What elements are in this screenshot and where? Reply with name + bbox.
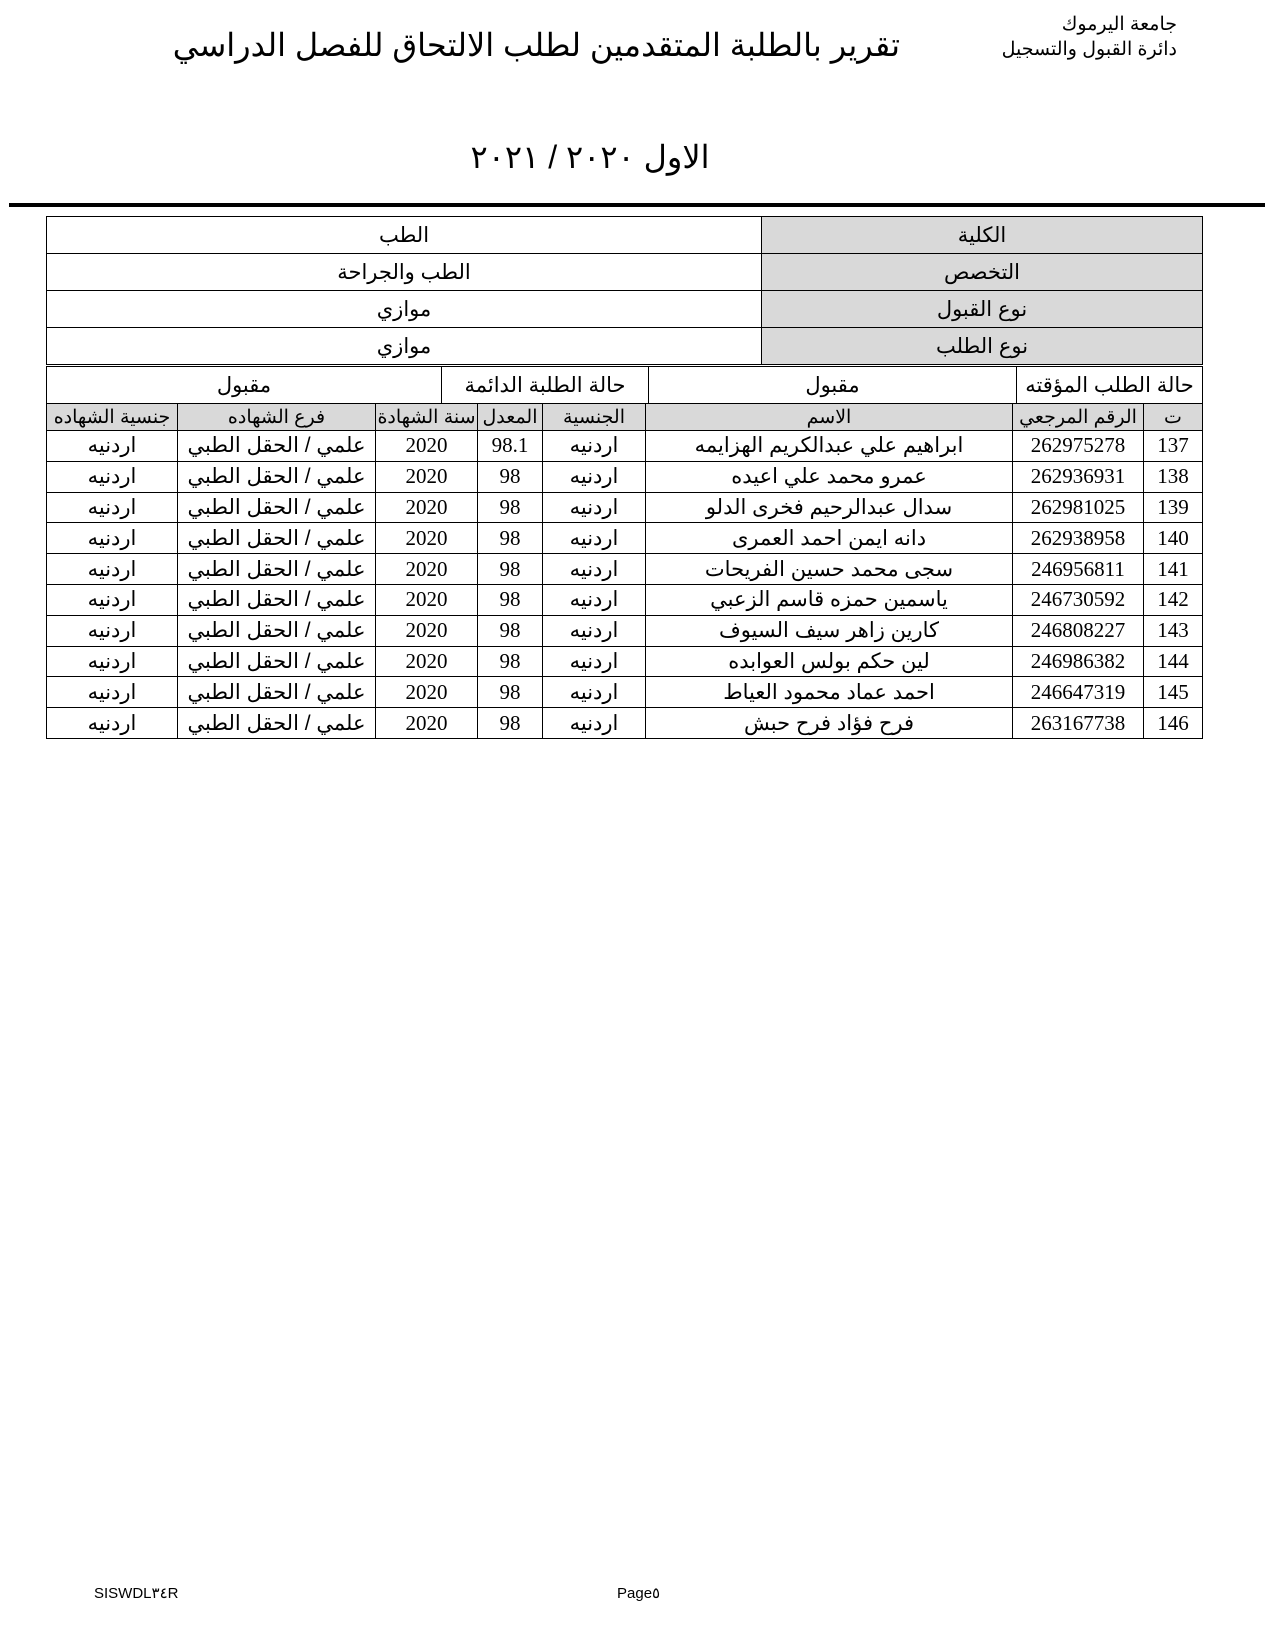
name-cell: لين حكم بولس العوابده bbox=[646, 646, 1013, 677]
ref-cell: 262981025 bbox=[1013, 492, 1144, 523]
year-cell: 2020 bbox=[376, 554, 478, 585]
cert-nationality-cell: اردنيه bbox=[47, 431, 178, 462]
average-cell: 98 bbox=[478, 677, 543, 708]
status-row bbox=[47, 367, 1203, 404]
cert-nationality-cell: اردنيه bbox=[47, 523, 178, 554]
average-cell: 98 bbox=[478, 646, 543, 677]
table-row bbox=[47, 523, 1203, 554]
meta-value: الطب والجراحة bbox=[47, 254, 762, 291]
table-row bbox=[47, 646, 1203, 677]
page-number: Page٥ bbox=[617, 1585, 661, 1602]
col-header-average: المعدل bbox=[478, 404, 543, 431]
branch-cell: علمي / الحقل الطبي bbox=[178, 554, 376, 585]
report-title: تقرير بالطلبة المتقدمين لطلب الالتحاق للفصل الدراسي bbox=[172, 27, 900, 63]
branch-cell: علمي / الحقل الطبي bbox=[178, 708, 376, 739]
nationality-cell: اردنيه bbox=[543, 431, 646, 462]
index-cell: 137 bbox=[1144, 431, 1203, 462]
index-cell: 141 bbox=[1144, 554, 1203, 585]
table-row bbox=[47, 615, 1203, 646]
year-cell: 2020 bbox=[376, 461, 478, 492]
year-cell: 2020 bbox=[376, 615, 478, 646]
meta-label: الكلية bbox=[762, 217, 1203, 254]
nationality-cell: اردنيه bbox=[543, 615, 646, 646]
ref-cell: 262938958 bbox=[1013, 523, 1144, 554]
name-cell: دانه ايمن احمد العمرى bbox=[646, 523, 1013, 554]
nationality-cell: اردنيه bbox=[543, 584, 646, 615]
ref-cell: 246730592 bbox=[1013, 584, 1144, 615]
name-cell: سدال عبدالرحيم فخرى الدلو bbox=[646, 492, 1013, 523]
students-table bbox=[46, 403, 1203, 739]
meta-row-application-type bbox=[47, 328, 1203, 365]
cert-nationality-cell: اردنيه bbox=[47, 554, 178, 585]
branch-cell: علمي / الحقل الطبي bbox=[178, 431, 376, 462]
table-row bbox=[47, 677, 1203, 708]
index-cell: 139 bbox=[1144, 492, 1203, 523]
meta-label: نوع القبول bbox=[762, 291, 1203, 328]
cert-nationality-cell: اردنيه bbox=[47, 646, 178, 677]
name-cell: عمرو محمد علي اعيده bbox=[646, 461, 1013, 492]
index-cell: 140 bbox=[1144, 523, 1203, 554]
average-cell: 98 bbox=[478, 615, 543, 646]
ref-cell: 246986382 bbox=[1013, 646, 1144, 677]
nationality-cell: اردنيه bbox=[543, 708, 646, 739]
nationality-cell: اردنيه bbox=[543, 677, 646, 708]
average-cell: 98 bbox=[478, 523, 543, 554]
average-cell: 98 bbox=[478, 461, 543, 492]
index-cell: 146 bbox=[1144, 708, 1203, 739]
name-cell: ياسمين حمزه قاسم الزعبي bbox=[646, 584, 1013, 615]
university-name: جامعة اليرموك bbox=[1061, 14, 1177, 35]
nationality-cell: اردنيه bbox=[543, 523, 646, 554]
perm-status-value: مقبول bbox=[47, 367, 442, 404]
average-cell: 98.1 bbox=[478, 431, 543, 462]
table-row bbox=[47, 492, 1203, 523]
ref-cell: 263167738 bbox=[1013, 708, 1144, 739]
nationality-cell: اردنيه bbox=[543, 646, 646, 677]
average-cell: 98 bbox=[478, 554, 543, 585]
year-cell: 2020 bbox=[376, 584, 478, 615]
cert-nationality-cell: اردنيه bbox=[47, 708, 178, 739]
table-row bbox=[47, 431, 1203, 462]
cert-nationality-cell: اردنيه bbox=[47, 492, 178, 523]
average-cell: 98 bbox=[478, 584, 543, 615]
average-cell: 98 bbox=[478, 708, 543, 739]
name-cell: ابراهيم علي عبدالكريم الهزايمه bbox=[646, 431, 1013, 462]
index-cell: 144 bbox=[1144, 646, 1203, 677]
ref-cell: 246808227 bbox=[1013, 615, 1144, 646]
branch-cell: علمي / الحقل الطبي bbox=[178, 677, 376, 708]
table-row bbox=[47, 708, 1203, 739]
name-cell: احمد عماد محمود العياط bbox=[646, 677, 1013, 708]
name-cell: فرح فؤاد فرح حبش bbox=[646, 708, 1013, 739]
year-cell: 2020 bbox=[376, 431, 478, 462]
branch-cell: علمي / الحقل الطبي bbox=[178, 523, 376, 554]
report-code: SISWDL٣٤R bbox=[94, 1585, 179, 1602]
year-cell: 2020 bbox=[376, 523, 478, 554]
university-block bbox=[1002, 12, 1177, 62]
nationality-cell: اردنيه bbox=[543, 554, 646, 585]
table-row bbox=[47, 554, 1203, 585]
meta-value: الطب bbox=[47, 217, 762, 254]
col-header-branch: فرع الشهاده bbox=[178, 404, 376, 431]
header-divider bbox=[9, 203, 1265, 207]
name-cell: كارين زاهر سيف السيوف bbox=[646, 615, 1013, 646]
col-header-index: ت bbox=[1144, 404, 1203, 431]
ref-cell: 246647319 bbox=[1013, 677, 1144, 708]
year-cell: 2020 bbox=[376, 646, 478, 677]
meta-value: موازي bbox=[47, 328, 762, 365]
average-cell: 98 bbox=[478, 492, 543, 523]
year-cell: 2020 bbox=[376, 708, 478, 739]
branch-cell: علمي / الحقل الطبي bbox=[178, 492, 376, 523]
meta-label: نوع الطلب bbox=[762, 328, 1203, 365]
year-cell: 2020 bbox=[376, 492, 478, 523]
cert-nationality-cell: اردنيه bbox=[47, 615, 178, 646]
status-table bbox=[46, 366, 1203, 404]
col-header-name: الاسم bbox=[646, 404, 1013, 431]
branch-cell: علمي / الحقل الطبي bbox=[178, 646, 376, 677]
cert-nationality-cell: اردنيه bbox=[47, 677, 178, 708]
col-header-nationality: الجنسية bbox=[543, 404, 646, 431]
col-header-ref: الرقم المرجعي bbox=[1013, 404, 1144, 431]
perm-status-label: حالة الطلبة الدائمة bbox=[442, 367, 649, 404]
temp-status-value: مقبول bbox=[649, 367, 1017, 404]
col-header-cert-nationality: جنسية الشهاده bbox=[47, 404, 178, 431]
report-term: الاول ٢٠٢٠ / ٢٠٢١ bbox=[470, 139, 710, 175]
meta-row-major bbox=[47, 254, 1203, 291]
table-header-row bbox=[47, 404, 1203, 431]
col-header-year: سنة الشهادة bbox=[376, 404, 478, 431]
cert-nationality-cell: اردنيه bbox=[47, 584, 178, 615]
ref-cell: 262975278 bbox=[1013, 431, 1144, 462]
meta-table bbox=[46, 216, 1203, 365]
temp-status-label: حالة الطلب المؤقته bbox=[1017, 367, 1203, 404]
cert-nationality-cell: اردنيه bbox=[47, 461, 178, 492]
meta-label: التخصص bbox=[762, 254, 1203, 291]
nationality-cell: اردنيه bbox=[543, 492, 646, 523]
index-cell: 138 bbox=[1144, 461, 1203, 492]
table-row bbox=[47, 461, 1203, 492]
department-name: دائرة القبول والتسجيل bbox=[1001, 39, 1177, 60]
index-cell: 145 bbox=[1144, 677, 1203, 708]
branch-cell: علمي / الحقل الطبي bbox=[178, 584, 376, 615]
meta-row-faculty bbox=[47, 217, 1203, 254]
index-cell: 143 bbox=[1144, 615, 1203, 646]
table-row bbox=[47, 584, 1203, 615]
index-cell: 142 bbox=[1144, 584, 1203, 615]
name-cell: سجى محمد حسين الفريحات bbox=[646, 554, 1013, 585]
nationality-cell: اردنيه bbox=[543, 461, 646, 492]
branch-cell: علمي / الحقل الطبي bbox=[178, 461, 376, 492]
year-cell: 2020 bbox=[376, 677, 478, 708]
ref-cell: 262936931 bbox=[1013, 461, 1144, 492]
meta-row-admission-type bbox=[47, 291, 1203, 328]
ref-cell: 246956811 bbox=[1013, 554, 1144, 585]
meta-value: موازي bbox=[47, 291, 762, 328]
branch-cell: علمي / الحقل الطبي bbox=[178, 615, 376, 646]
